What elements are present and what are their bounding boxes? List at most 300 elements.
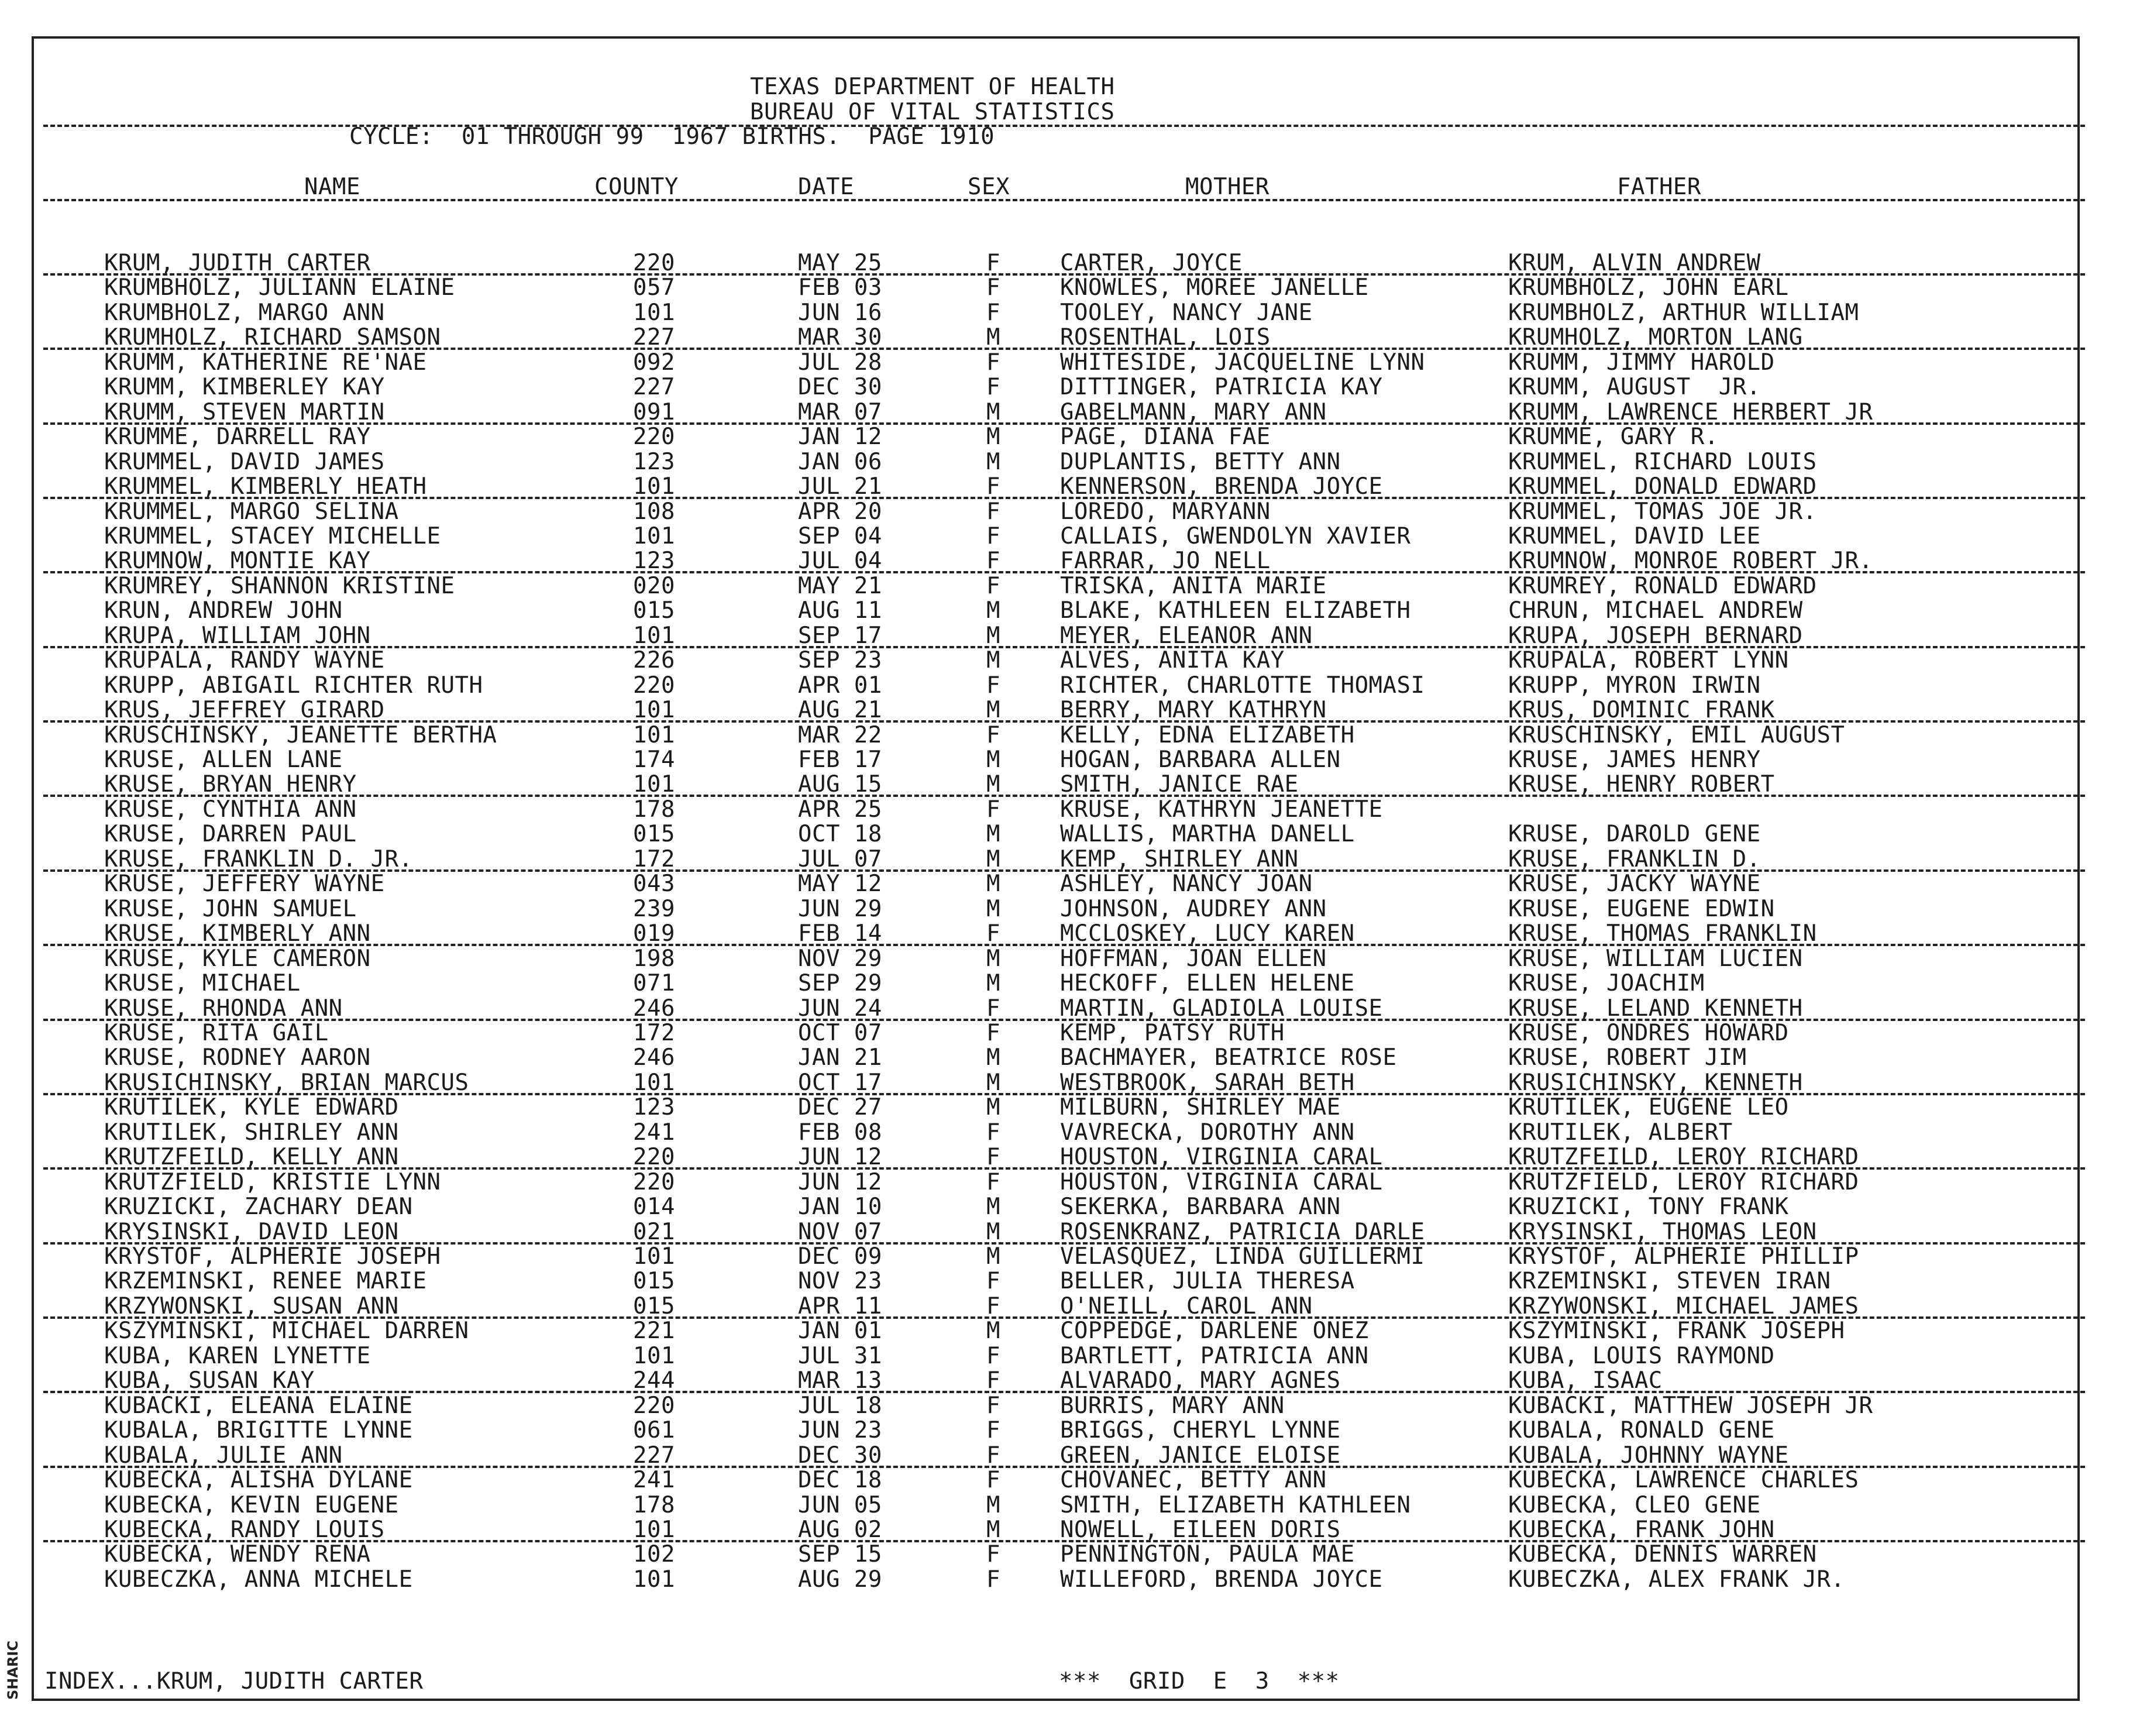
cell-sex: M: [986, 1194, 1000, 1220]
cell-sex: F: [986, 1442, 1000, 1469]
cell-sex: M: [986, 871, 1000, 897]
cell-mother: BURRIS, MARY ANN: [1060, 1393, 1285, 1419]
cell-father: KRUSICHINSKY, KENNETH: [1508, 1070, 1803, 1096]
cell-mother: CARTER, JOYCE: [1060, 250, 1243, 276]
cell-father: KRUSE, WILLIAM LUCIEN: [1508, 946, 1803, 972]
cell-name: KRUSE, DARREN PAUL: [104, 821, 357, 847]
cell-name: KRUSE, CYNTHIA ANN: [104, 796, 357, 823]
cell-mother: BRIGGS, CHERYL LYNNE: [1060, 1417, 1341, 1443]
cell-date: OCT 18: [798, 821, 882, 847]
cell-date: JUL 21: [798, 473, 882, 500]
cell-name: KRUMMEL, STACEY MICHELLE: [104, 523, 441, 549]
column-header-mother: MOTHER: [1185, 174, 1269, 200]
cell-sex: F: [986, 300, 1000, 326]
cell-county: 101: [633, 300, 675, 326]
cell-sex: M: [986, 846, 1000, 872]
cell-name: KUBECKA, KEVIN EUGENE: [104, 1492, 399, 1518]
cell-county: 014: [633, 1194, 675, 1220]
cell-father: KRUMME, GARY R.: [1508, 424, 1719, 450]
cell-father: KRUSE, ONDRES HOWARD: [1508, 1020, 1789, 1046]
cell-name: KRUMHOLZ, RICHARD SAMSON: [104, 324, 441, 350]
cell-sex: M: [986, 623, 1000, 649]
cell-county: 246: [633, 1044, 675, 1071]
cell-date: JUL 31: [798, 1343, 882, 1369]
cell-county: 101: [633, 623, 675, 649]
cell-father: KRUS, DOMINIC FRANK: [1508, 697, 1775, 723]
cell-sex: M: [986, 1318, 1000, 1344]
cell-sex: F: [986, 523, 1000, 549]
cell-county: 123: [633, 449, 675, 475]
cell-mother: GREEN, JANICE ELOISE: [1060, 1442, 1341, 1469]
cell-county: 101: [633, 1566, 675, 1593]
cell-father: KRUSE, THOMAS FRANKLIN: [1508, 920, 1817, 947]
cell-name: KUBA, KAREN LYNETTE: [104, 1343, 371, 1369]
cell-sex: M: [986, 697, 1000, 723]
cell-name: KRUTILEK, KYLE EDWARD: [104, 1094, 399, 1120]
cell-date: DEC 30: [798, 1442, 882, 1469]
footer-index: INDEX...KRUM, JUDITH CARTER: [44, 1668, 424, 1694]
cell-date: MAR 22: [798, 722, 882, 748]
cell-county: 174: [633, 747, 675, 773]
cell-mother: BELLER, JULIA THERESA: [1060, 1268, 1355, 1294]
cell-sex: F: [986, 1268, 1000, 1294]
cell-mother: KENNERSON, BRENDA JOYCE: [1060, 473, 1383, 500]
column-header-father: FATHER: [1617, 174, 1701, 200]
cell-sex: M: [986, 821, 1000, 847]
cell-name: KUBALA, BRIGITTE LYNNE: [104, 1417, 413, 1443]
cell-mother: PAGE, DIANA FAE: [1060, 424, 1271, 450]
cell-name: KRUSE, RHONDA ANN: [104, 995, 343, 1022]
cell-sex: M: [986, 1243, 1000, 1270]
cell-county: 057: [633, 274, 675, 301]
cell-mother: HOUSTON, VIRGINIA CARAL: [1060, 1169, 1383, 1195]
cell-mother: HOFFMAN, JOAN ELLEN: [1060, 946, 1327, 972]
cell-father: KRUMHOLZ, MORTON LANG: [1508, 324, 1803, 350]
cell-date: JUN 29: [798, 896, 882, 922]
cell-date: JAN 01: [798, 1318, 882, 1344]
cell-sex: F: [986, 995, 1000, 1022]
cell-mother: HOUSTON, VIRGINIA CARAL: [1060, 1144, 1383, 1170]
cell-father: KRUMBHOLZ, ARTHUR WILLIAM: [1508, 300, 1859, 326]
cell-name: KUBA, SUSAN KAY: [104, 1367, 315, 1394]
cell-father: KRUMM, JIMMY HAROLD: [1508, 349, 1775, 376]
cell-date: JUL 04: [798, 548, 882, 574]
cell-father: KRUSE, LELAND KENNETH: [1508, 995, 1803, 1022]
cell-date: JUL 07: [798, 846, 882, 872]
cell-sex: F: [986, 1144, 1000, 1170]
cell-name: KRUMME, DARRELL RAY: [104, 424, 371, 450]
cell-date: SEP 15: [798, 1541, 882, 1567]
cell-name: KSZYMINSKI, MICHAEL DARREN: [104, 1318, 469, 1344]
cell-father: KRUMM, LAWRENCE HERBERT JR: [1508, 399, 1873, 425]
cell-name: KRYSTOF, ALPHERIE JOSEPH: [104, 1243, 441, 1270]
cell-mother: CALLAIS, GWENDOLYN XAVIER: [1060, 523, 1411, 549]
cell-date: JUN 12: [798, 1169, 882, 1195]
cell-sex: M: [986, 399, 1000, 425]
cell-date: FEB 08: [798, 1119, 882, 1146]
cell-date: JUL 28: [798, 349, 882, 376]
cell-county: 123: [633, 1094, 675, 1120]
cell-sex: M: [986, 647, 1000, 673]
cell-father: KRYSTOF, ALPHERIE PHILLIP: [1508, 1243, 1859, 1270]
cell-date: APR 20: [798, 499, 882, 525]
cell-sex: F: [986, 1293, 1000, 1319]
cell-father: KRUTILEK, EUGENE LEO: [1508, 1094, 1789, 1120]
cell-sex: F: [986, 722, 1000, 748]
cell-mother: MARTIN, GLADIOLA LOUISE: [1060, 995, 1383, 1022]
cell-mother: COPPEDGE, DARLENE ONEZ: [1060, 1318, 1369, 1344]
cell-county: 101: [633, 1517, 675, 1543]
cell-name: KRUTILEK, SHIRLEY ANN: [104, 1119, 399, 1146]
cell-date: FEB 03: [798, 274, 882, 301]
cell-date: OCT 17: [798, 1070, 882, 1096]
cell-mother: CHOVANEC, BETTY ANN: [1060, 1467, 1327, 1493]
cell-mother: O'NEILL, CAROL ANN: [1060, 1293, 1313, 1319]
cell-sex: M: [986, 324, 1000, 350]
cell-father: KRUSE, FRANKLIN D.: [1508, 846, 1761, 872]
cell-county: 092: [633, 349, 675, 376]
cell-mother: VELASQUEZ, LINDA GUILLERMI: [1060, 1243, 1425, 1270]
column-header-name: NAME: [304, 174, 360, 200]
cell-name: KRUSE, FRANKLIN D. JR.: [104, 846, 413, 872]
cell-date: APR 01: [798, 672, 882, 699]
cell-father: KUBA, ISAAC: [1508, 1367, 1663, 1394]
cell-sex: M: [986, 1219, 1000, 1245]
cell-name: KRUMNOW, MONTIE KAY: [104, 548, 371, 574]
cell-mother: MEYER, ELEANOR ANN: [1060, 623, 1313, 649]
header-title: TEXAS DEPARTMENT OF HEALTH: [750, 74, 1115, 100]
cell-date: DEC 09: [798, 1243, 882, 1270]
cell-county: 239: [633, 896, 675, 922]
cell-mother: DITTINGER, PATRICIA KAY: [1060, 374, 1383, 400]
cell-county: 021: [633, 1219, 675, 1245]
cell-sex: M: [986, 771, 1000, 797]
cell-mother: RICHTER, CHARLOTTE THOMASI: [1060, 672, 1425, 699]
cell-mother: KEMP, PATSY RUTH: [1060, 1020, 1285, 1046]
cell-mother: BLAKE, KATHLEEN ELIZABETH: [1060, 597, 1411, 624]
cell-mother: WALLIS, MARTHA DANELL: [1060, 821, 1355, 847]
cell-date: JAN 12: [798, 424, 882, 450]
cell-name: KUBECKA, RANDY LOUIS: [104, 1517, 385, 1543]
cell-date: JUN 05: [798, 1492, 882, 1518]
cell-mother: ASHLEY, NANCY JOAN: [1060, 871, 1313, 897]
cell-county: 221: [633, 1318, 675, 1344]
cell-name: KRUMMEL, KIMBERLY HEATH: [104, 473, 427, 500]
cell-sex: M: [986, 970, 1000, 996]
cell-county: 015: [633, 821, 675, 847]
cell-father: KSZYMINSKI, FRANK JOSEPH: [1508, 1318, 1845, 1344]
cell-mother: PENNINGTON, PAULA MAE: [1060, 1541, 1355, 1567]
cell-sex: F: [986, 1393, 1000, 1419]
cell-father: KRZEMINSKI, STEVEN IRAN: [1508, 1268, 1831, 1294]
cell-father: KUBECKA, DENNIS WARREN: [1508, 1541, 1817, 1567]
cell-county: 123: [633, 548, 675, 574]
cell-sex: F: [986, 1119, 1000, 1146]
cell-father: KUBECZKA, ALEX FRANK JR.: [1508, 1566, 1845, 1593]
cell-county: 220: [633, 1144, 675, 1170]
header-cycle: CYCLE: 01 THROUGH 99 1967 BIRTHS. PAGE 1910: [349, 123, 995, 150]
cell-date: MAY 12: [798, 871, 882, 897]
cell-father: KUBACKI, MATTHEW JOSEPH JR: [1508, 1393, 1873, 1419]
cell-county: 244: [633, 1367, 675, 1394]
cell-mother: BARTLETT, PATRICIA ANN: [1060, 1343, 1369, 1369]
cell-county: 227: [633, 1442, 675, 1469]
cell-mother: ALVES, ANITA KAY: [1060, 647, 1285, 673]
cell-county: 101: [633, 771, 675, 797]
cell-sex: M: [986, 1492, 1000, 1518]
cell-county: 019: [633, 920, 675, 947]
cell-date: DEC 27: [798, 1094, 882, 1120]
cell-date: JAN 10: [798, 1194, 882, 1220]
cell-county: 101: [633, 1343, 675, 1369]
cell-sex: F: [986, 1566, 1000, 1593]
cell-county: 241: [633, 1467, 675, 1493]
cell-date: MAY 21: [798, 573, 882, 599]
cell-sex: F: [986, 573, 1000, 599]
cell-name: KRUMMEL, MARGO SELINA: [104, 499, 399, 525]
cell-sex: F: [986, 1417, 1000, 1443]
cell-father: KRUM, ALVIN ANDREW: [1508, 250, 1761, 276]
cell-county: 015: [633, 597, 675, 624]
cell-sex: F: [986, 473, 1000, 500]
cell-name: KRUSE, KIMBERLY ANN: [104, 920, 371, 947]
cell-name: KRUMM, KIMBERLEY KAY: [104, 374, 385, 400]
cell-name: KRUMM, STEVEN MARTIN: [104, 399, 385, 425]
cell-county: 227: [633, 374, 675, 400]
cell-county: 101: [633, 697, 675, 723]
column-header-divider: [43, 199, 2085, 201]
cell-name: KRUSICHINSKY, BRIAN MARCUS: [104, 1070, 469, 1096]
cell-father: KUBA, LOUIS RAYMOND: [1508, 1343, 1775, 1369]
cell-sex: M: [986, 1094, 1000, 1120]
cell-mother: KNOWLES, MOREE JANELLE: [1060, 274, 1369, 301]
cell-date: JUN 24: [798, 995, 882, 1022]
cell-county: 220: [633, 1393, 675, 1419]
cell-name: KRUM, JUDITH CARTER: [104, 250, 371, 276]
cell-mother: GABELMANN, MARY ANN: [1060, 399, 1327, 425]
cell-sex: M: [986, 1044, 1000, 1071]
cell-county: 108: [633, 499, 675, 525]
cell-date: JAN 06: [798, 449, 882, 475]
cell-name: KRZEMINSKI, RENEE MARIE: [104, 1268, 427, 1294]
cell-father: KUBALA, RONALD GENE: [1508, 1417, 1775, 1443]
cell-mother: SMITH, JANICE RAE: [1060, 771, 1299, 797]
cell-county: 220: [633, 1169, 675, 1195]
cell-date: MAR 07: [798, 399, 882, 425]
cell-sex: F: [986, 1343, 1000, 1369]
cell-sex: M: [986, 1517, 1000, 1543]
cell-mother: BACHMAYER, BEATRICE ROSE: [1060, 1044, 1397, 1071]
cell-name: KRYSINSKI, DAVID LEON: [104, 1219, 399, 1245]
cell-date: MAY 25: [798, 250, 882, 276]
footer-grid: *** GRID E 3 ***: [1059, 1668, 1340, 1694]
cell-county: 226: [633, 647, 675, 673]
cell-mother: JOHNSON, AUDREY ANN: [1060, 896, 1327, 922]
cell-name: KRUMBHOLZ, MARGO ANN: [104, 300, 385, 326]
cell-county: 101: [633, 523, 675, 549]
cell-name: KRUSE, JEFFERY WAYNE: [104, 871, 385, 897]
cell-date: JUN 16: [798, 300, 882, 326]
column-header-sex: SEX: [968, 174, 1010, 200]
cell-date: APR 11: [798, 1293, 882, 1319]
cell-county: 172: [633, 1020, 675, 1046]
cell-date: AUG 21: [798, 697, 882, 723]
cell-date: OCT 07: [798, 1020, 882, 1046]
cell-county: 178: [633, 1492, 675, 1518]
cell-father: KRUMNOW, MONROE ROBERT JR.: [1508, 548, 1873, 574]
cell-mother: WHITESIDE, JACQUELINE LYNN: [1060, 349, 1425, 376]
cell-date: MAR 30: [798, 324, 882, 350]
cell-mother: FARRAR, JO NELL: [1060, 548, 1271, 574]
cell-father: KRUTZFEILD, LEROY RICHARD: [1508, 1144, 1859, 1170]
column-header-county: COUNTY: [594, 174, 679, 200]
cell-date: MAR 13: [798, 1367, 882, 1394]
cell-father: KRUTZFIELD, LEROY RICHARD: [1508, 1169, 1859, 1195]
cell-county: 101: [633, 473, 675, 500]
cell-mother: SMITH, ELIZABETH KATHLEEN: [1060, 1492, 1411, 1518]
cell-name: KUBECKA, ALISHA DYLANE: [104, 1467, 413, 1493]
cell-sex: M: [986, 449, 1000, 475]
cell-mother: HOGAN, BARBARA ALLEN: [1060, 747, 1341, 773]
cell-date: AUG 02: [798, 1517, 882, 1543]
cell-mother: DUPLANTIS, BETTY ANN: [1060, 449, 1341, 475]
cell-name: KUBECKA, WENDY RENA: [104, 1541, 371, 1567]
cell-sex: F: [986, 499, 1000, 525]
cell-father: KRUSCHINSKY, EMIL AUGUST: [1508, 722, 1845, 748]
cell-sex: F: [986, 374, 1000, 400]
cell-name: KRUSE, BRYAN HENRY: [104, 771, 357, 797]
cell-sex: M: [986, 424, 1000, 450]
cell-sex: M: [986, 597, 1000, 624]
cell-county: 220: [633, 250, 675, 276]
cell-date: JUN 23: [798, 1417, 882, 1443]
cell-sex: M: [986, 946, 1000, 972]
cell-mother: SEKERKA, BARBARA ANN: [1060, 1194, 1341, 1220]
cell-county: 101: [633, 1243, 675, 1270]
cell-father: KRUSE, EUGENE EDWIN: [1508, 896, 1775, 922]
cell-name: KRUSE, RODNEY AARON: [104, 1044, 371, 1071]
cell-name: KRUMMEL, DAVID JAMES: [104, 449, 385, 475]
cell-date: APR 25: [798, 796, 882, 823]
cell-date: SEP 17: [798, 623, 882, 649]
cell-father: KRUMMEL, DAVID LEE: [1508, 523, 1761, 549]
cell-father: KRUSE, HENRY ROBERT: [1508, 771, 1775, 797]
cell-father: CHRUN, MICHAEL ANDREW: [1508, 597, 1803, 624]
cell-date: SEP 04: [798, 523, 882, 549]
cell-name: KRUMREY, SHANNON KRISTINE: [104, 573, 455, 599]
cell-father: KRZYWONSKI, MICHAEL JAMES: [1508, 1293, 1859, 1319]
cell-county: 241: [633, 1119, 675, 1146]
cell-name: KRUPALA, RANDY WAYNE: [104, 647, 385, 673]
column-header-date: DATE: [798, 174, 854, 200]
cell-date: DEC 18: [798, 1467, 882, 1493]
cell-county: 020: [633, 573, 675, 599]
cell-county: 220: [633, 672, 675, 699]
cell-father: KRUZICKI, TONY FRANK: [1508, 1194, 1789, 1220]
cell-county: 198: [633, 946, 675, 972]
cell-mother: MILBURN, SHIRLEY MAE: [1060, 1094, 1341, 1120]
cell-father: KRUMBHOLZ, JOHN EARL: [1508, 274, 1789, 301]
cell-sex: F: [986, 1467, 1000, 1493]
cell-mother: ALVARADO, MARY AGNES: [1060, 1367, 1341, 1394]
cell-name: KRUTZFIELD, KRISTIE LYNN: [104, 1169, 441, 1195]
cell-mother: TOOLEY, NANCY JANE: [1060, 300, 1313, 326]
cell-name: KUBACKI, ELEANA ELAINE: [104, 1393, 413, 1419]
cell-sex: F: [986, 1367, 1000, 1394]
cell-date: JUL 18: [798, 1393, 882, 1419]
cell-mother: NOWELL, EILEEN DORIS: [1060, 1517, 1341, 1543]
cell-father: KRUSE, JAMES HENRY: [1508, 747, 1761, 773]
cell-name: KRUMM, KATHERINE RE'NAE: [104, 349, 427, 376]
cell-father: KRUPALA, ROBERT LYNN: [1508, 647, 1789, 673]
cell-father: KUBECKA, FRANK JOHN: [1508, 1517, 1775, 1543]
cell-sex: F: [986, 1169, 1000, 1195]
cell-date: SEP 23: [798, 647, 882, 673]
header-bureau: BUREAU OF VITAL STATISTICS: [750, 99, 1115, 125]
cell-mother: BERRY, MARY KATHRYN: [1060, 697, 1327, 723]
cell-father: KRUSE, JOACHIM: [1508, 970, 1705, 996]
cell-mother: WESTBROOK, SARAH BETH: [1060, 1070, 1355, 1096]
cell-county: 101: [633, 1070, 675, 1096]
cell-sex: F: [986, 796, 1000, 823]
cell-name: KRUSE, MICHAEL: [104, 970, 301, 996]
cell-county: 061: [633, 1417, 675, 1443]
cell-mother: LOREDO, MARYANN: [1060, 499, 1271, 525]
cell-county: 172: [633, 846, 675, 872]
cell-father: KRUSE, JACKY WAYNE: [1508, 871, 1761, 897]
cell-name: KRUSE, RITA GAIL: [104, 1020, 329, 1046]
cell-name: KRUTZFEILD, KELLY ANN: [104, 1144, 399, 1170]
cell-county: 246: [633, 995, 675, 1022]
cell-county: 071: [633, 970, 675, 996]
cell-sex: F: [986, 250, 1000, 276]
cell-county: 043: [633, 871, 675, 897]
cell-mother: VAVRECKA, DOROTHY ANN: [1060, 1119, 1355, 1146]
cell-name: KRUSE, KYLE CAMERON: [104, 946, 371, 972]
cell-father: KRUMM, AUGUST JR.: [1508, 374, 1761, 400]
cell-county: 220: [633, 424, 675, 450]
cell-date: SEP 29: [798, 970, 882, 996]
cell-county: 015: [633, 1293, 675, 1319]
cell-date: NOV 07: [798, 1219, 882, 1245]
cell-name: KRUMBHOLZ, JULIANN ELAINE: [104, 274, 455, 301]
cell-name: KRUSE, JOHN SAMUEL: [104, 896, 357, 922]
cell-sex: F: [986, 1020, 1000, 1046]
cell-county: 015: [633, 1268, 675, 1294]
cell-date: FEB 17: [798, 747, 882, 773]
cell-mother: WILLEFORD, BRENDA JOYCE: [1060, 1566, 1383, 1593]
cell-county: 091: [633, 399, 675, 425]
cell-sex: F: [986, 672, 1000, 699]
cell-name: KRUSCHINSKY, JEANETTE BERTHA: [104, 722, 497, 748]
cell-date: NOV 23: [798, 1268, 882, 1294]
cell-father: KRUMMEL, RICHARD LOUIS: [1508, 449, 1817, 475]
cell-father: KRYSINSKI, THOMAS LEON: [1508, 1219, 1817, 1245]
cell-sex: M: [986, 747, 1000, 773]
cell-county: 227: [633, 324, 675, 350]
cell-sex: F: [986, 548, 1000, 574]
cell-date: JAN 21: [798, 1044, 882, 1071]
cell-father: KRUMREY, RONALD EDWARD: [1508, 573, 1817, 599]
cell-sex: F: [986, 920, 1000, 947]
cell-mother: KEMP, SHIRLEY ANN: [1060, 846, 1299, 872]
cell-father: KRUPA, JOSEPH BERNARD: [1508, 623, 1803, 649]
cell-name: KRUSE, ALLEN LANE: [104, 747, 343, 773]
cell-mother: MCCLOSKEY, LUCY KAREN: [1060, 920, 1355, 947]
cell-father: KRUSE, ROBERT JIM: [1508, 1044, 1747, 1071]
cell-sex: F: [986, 274, 1000, 301]
cell-date: AUG 11: [798, 597, 882, 624]
